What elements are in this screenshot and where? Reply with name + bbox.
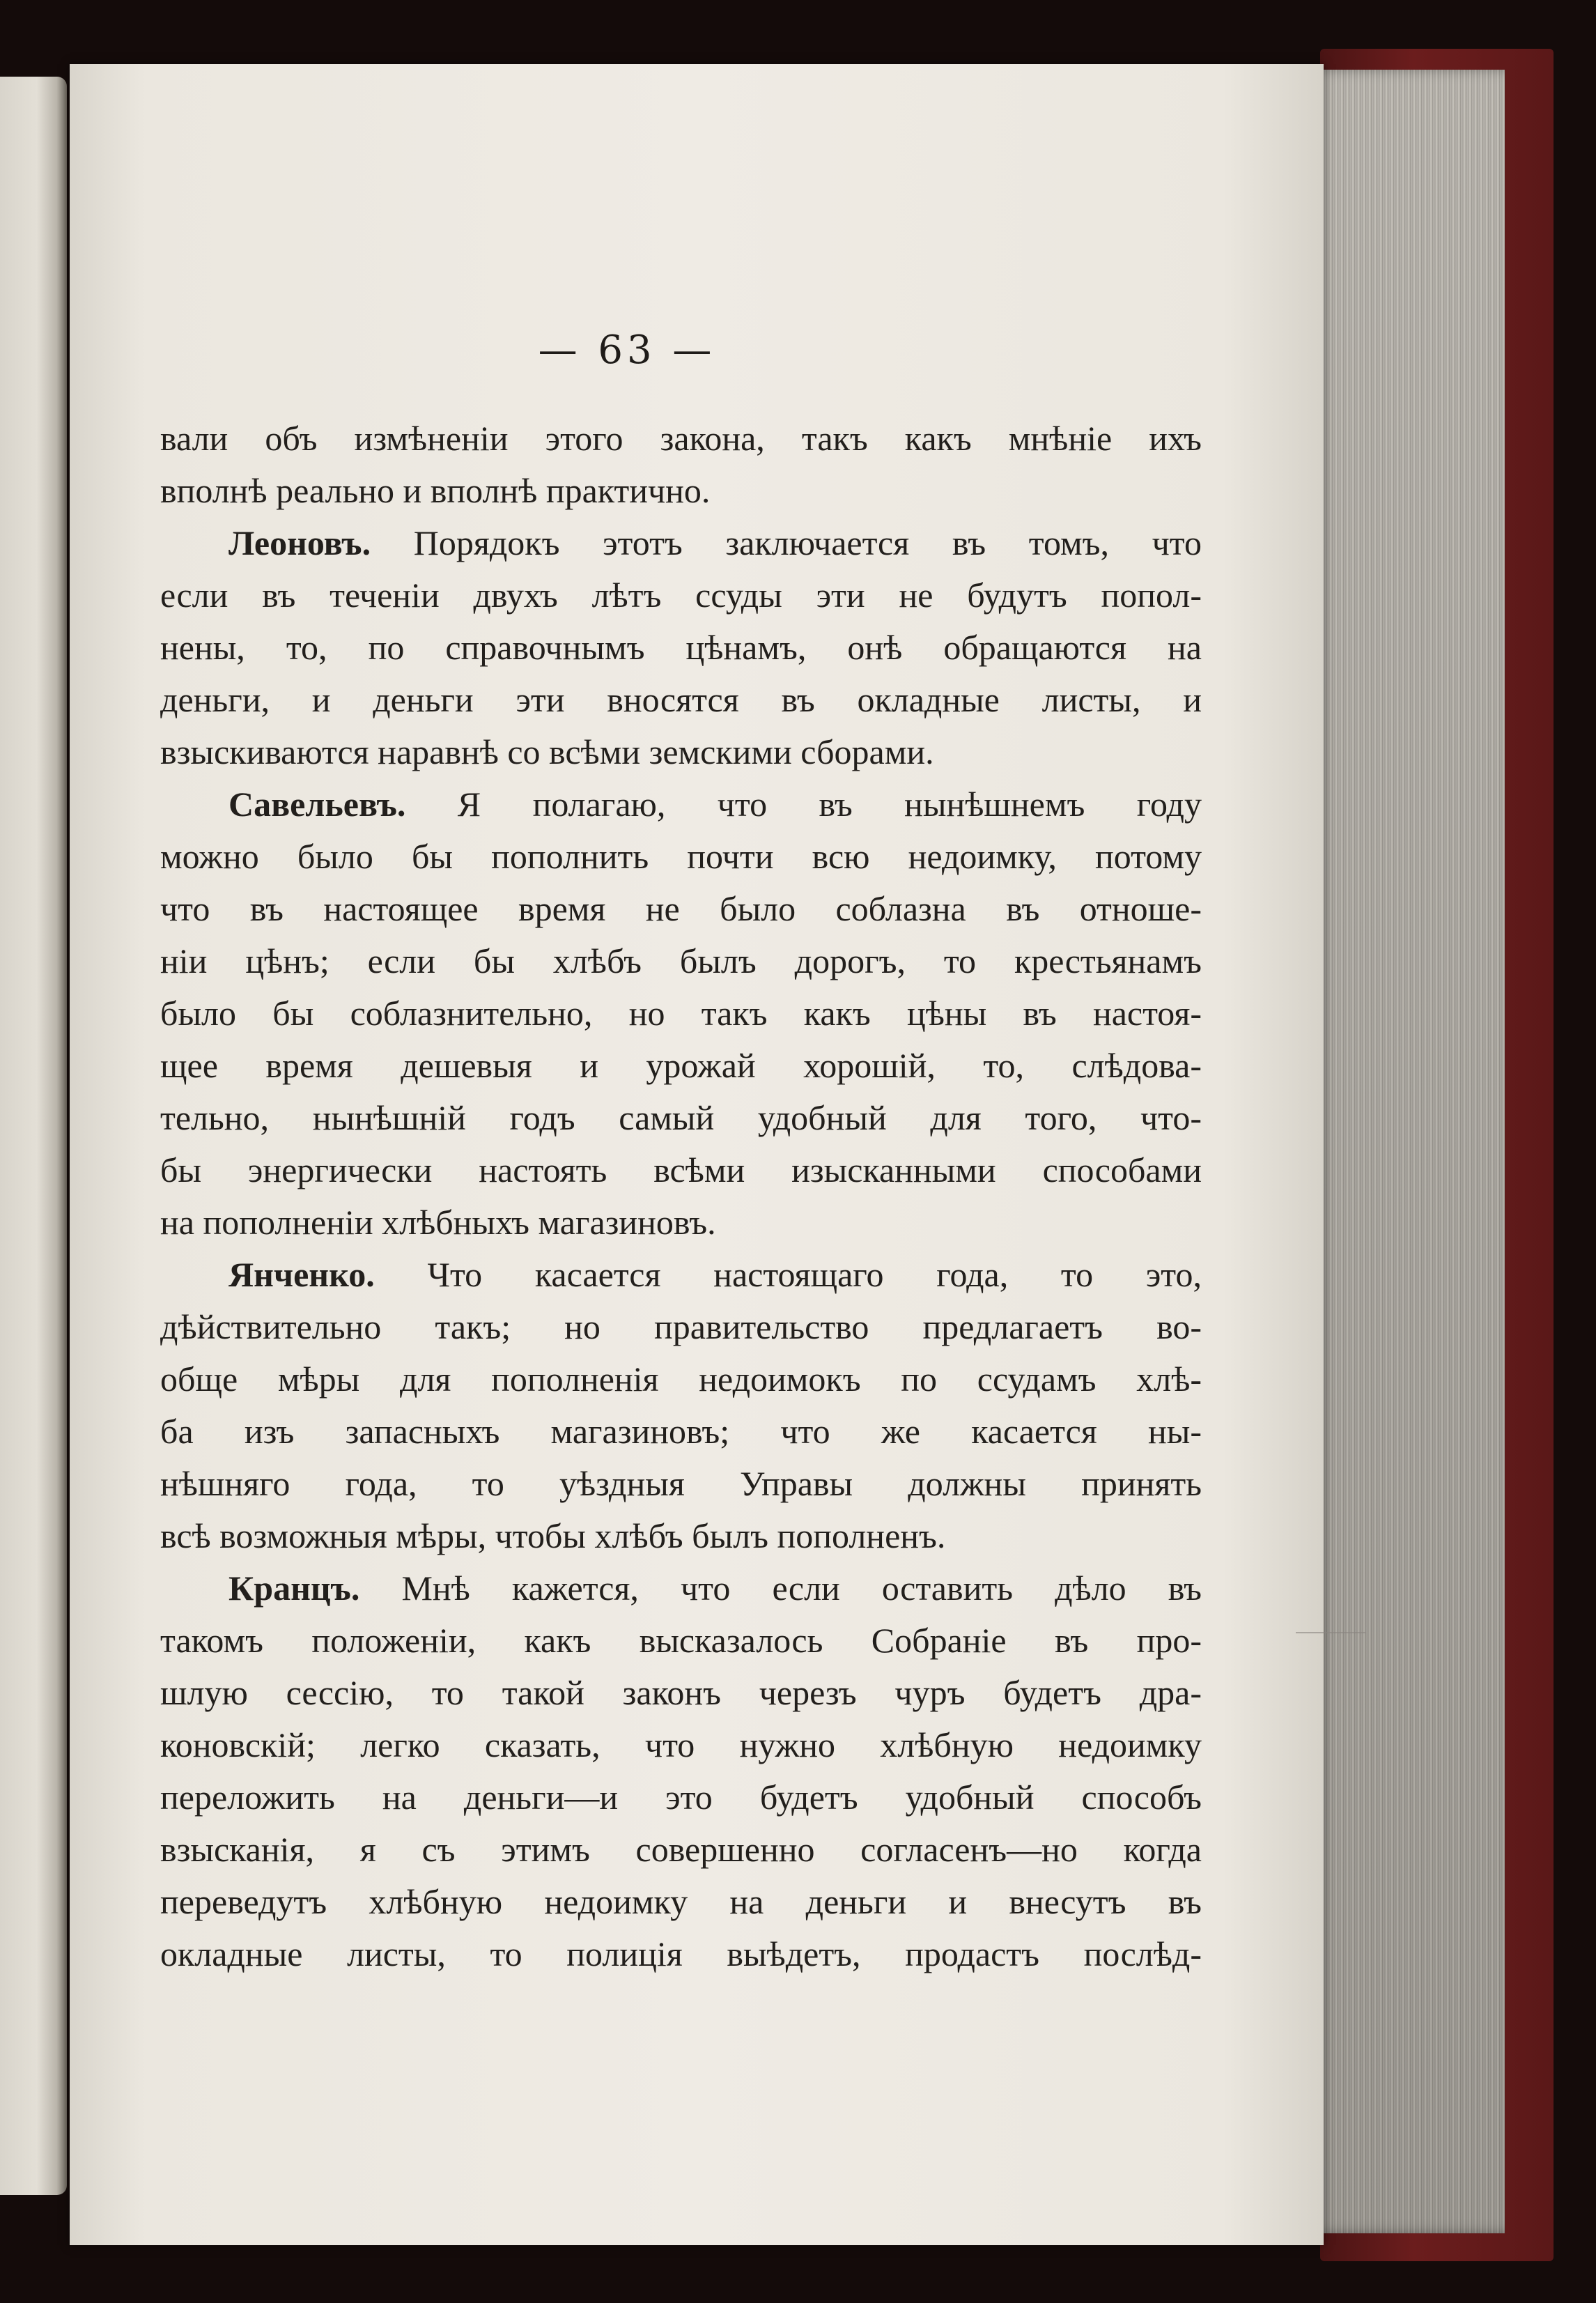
- text-line: [160, 831, 1202, 883]
- line-text: что въ настоящее время не было соблазна въ отноше-: [160, 889, 1202, 928]
- line-text: тельно, нынѣшній годъ самый удобный для того, что-: [160, 1098, 1202, 1137]
- text-line: [160, 1562, 1202, 1615]
- text-line: [160, 1719, 1202, 1771]
- speaker-name: Кранцъ.: [228, 1569, 360, 1608]
- page-number: — 63 —: [538, 328, 716, 373]
- line-text: обще мѣры для пополненія недоимокъ по ссудамъ хлѣ-: [160, 1360, 1202, 1399]
- line-text: бы энергически настоять всѣми изысканными способами: [160, 1150, 1202, 1189]
- text-line: [160, 1510, 1202, 1562]
- line-text: переведутъ хлѣбную недоимку на деньги и внесутъ въ: [160, 1882, 1202, 1921]
- text-line: [160, 726, 1202, 778]
- text-line: [160, 622, 1202, 674]
- line-text: щее время дешевыя и урожай хорошій, то, слѣдова-: [160, 1046, 1202, 1085]
- line-text: нены, то, по справочнымъ цѣнамъ, онѣ обращаются на: [160, 628, 1202, 667]
- line-text: ніи цѣнъ; если бы хлѣбъ былъ дорогъ, то крестьянамъ: [160, 941, 1202, 980]
- text-line: [160, 1458, 1202, 1510]
- text-line: [160, 1876, 1202, 1928]
- text-line: [160, 1771, 1202, 1824]
- speaker-name: Савельевъ.: [228, 785, 406, 824]
- page-block-edges: [1310, 70, 1505, 2233]
- text-line: [160, 1353, 1202, 1405]
- line-text: ба изъ запасныхъ магазиновъ; что же касается ны-: [160, 1412, 1202, 1451]
- text-line: [160, 413, 1202, 465]
- line-text: на пополненіи хлѣбныхъ магазиновъ.: [160, 1203, 716, 1242]
- line-text: нѣшняго года, то уѣздныя Управы должны принять: [160, 1464, 1202, 1503]
- line-text: такомъ положеніи, какъ высказалось Собраніе въ про-: [160, 1621, 1202, 1660]
- book-page: [70, 64, 1324, 2245]
- line-text: деньги, и деньги эти вносятся въ окладные листы, и: [160, 680, 1202, 719]
- margin-mark: [1296, 1632, 1365, 1633]
- text-line: [160, 1928, 1202, 1980]
- line-text: можно было бы пополнить почти всю недоимку, потому: [160, 837, 1202, 876]
- text-line: [160, 465, 1202, 517]
- speaker-name: Леоновъ.: [228, 523, 371, 562]
- speaker-name: Янченко.: [228, 1255, 375, 1294]
- text-line: [160, 1196, 1202, 1249]
- text-line: [160, 674, 1202, 726]
- text-line: [160, 1405, 1202, 1458]
- line-text: всѣ возможныя мѣры, чтобы хлѣбъ былъ пополненъ.: [160, 1516, 946, 1555]
- line-text: взысканія, я съ этимъ совершенно согласенъ—но когда: [160, 1830, 1202, 1869]
- line-text: Что касается настоящаго года, то это,: [374, 1255, 1202, 1294]
- line-text: шлую сессію, то такой законъ черезъ чуръ будетъ дра-: [160, 1673, 1202, 1712]
- line-text: окладные листы, то полиція выѣдетъ, продастъ послѣд-: [160, 1934, 1202, 1973]
- line-text: дѣйствительно такъ; но правительство предлагаетъ во-: [160, 1307, 1202, 1346]
- text-line: [160, 987, 1202, 1040]
- text-line: [160, 1667, 1202, 1719]
- line-text: коновскій; легко сказать, что нужно хлѣбную недоимку: [160, 1725, 1202, 1764]
- text-line: [160, 1249, 1202, 1301]
- previous-page-edge: [0, 77, 67, 2195]
- text-line: [160, 1301, 1202, 1353]
- text-line: [160, 1144, 1202, 1196]
- line-text: Я полагаю, что въ нынѣшнемъ году: [405, 785, 1202, 824]
- text-line: [160, 883, 1202, 935]
- text-line: [160, 935, 1202, 987]
- text-line: [160, 569, 1202, 622]
- text-line: [160, 1092, 1202, 1144]
- text-line: [160, 1824, 1202, 1876]
- line-text: если въ теченіи двухъ лѣтъ ссуды эти не будутъ попол-: [160, 576, 1202, 615]
- line-text: было бы соблазнительно, но такъ какъ цѣны въ настоя-: [160, 994, 1202, 1033]
- line-text: переложить на деньги—и это будетъ удобный способъ: [160, 1778, 1202, 1817]
- text-line: [160, 517, 1202, 569]
- text-line: [160, 1615, 1202, 1667]
- line-text: Мнѣ кажется, что если оставить дѣло въ: [359, 1569, 1202, 1608]
- line-text: взыскиваются наравнѣ со всѣми земскими сборами.: [160, 732, 934, 771]
- page-text: [160, 413, 1202, 1980]
- line-text: вполнѣ реально и вполнѣ практично.: [160, 471, 711, 510]
- text-line: [160, 778, 1202, 831]
- text-line: [160, 1040, 1202, 1092]
- line-text: Порядокъ этотъ заключается въ томъ, что: [371, 523, 1202, 562]
- line-text: вали объ измѣненіи этого закона, такъ какъ мнѣніе ихъ: [160, 419, 1202, 458]
